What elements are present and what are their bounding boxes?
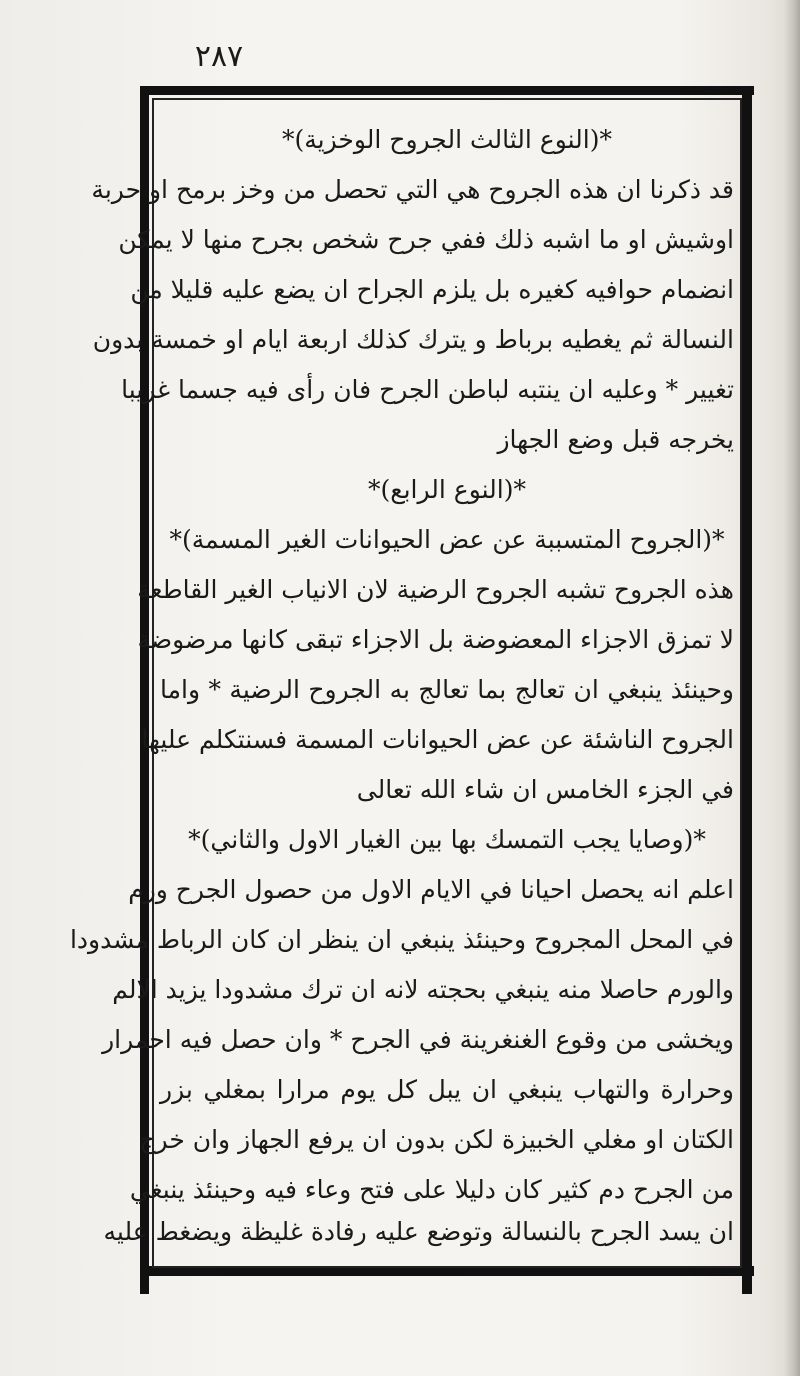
- text-line: الكتان او مغلي الخبيزة لكن بدون ان يرفع الجهاز وان خرج: [139, 1125, 734, 1154]
- text-line: ان يسد الجرح بالنسالة وتوضع عليه رفادة غليظة ويضغط عليه: [103, 1217, 734, 1246]
- text-line: وحرارة والتهاب ينبغي ان يبل كل يوم مرارا بمغلي بزر: [160, 1075, 734, 1104]
- text-line: من الجرح دم كثير كان دليلا على فتح وعاء فيه وحينئذ ينبغي: [129, 1175, 734, 1204]
- text-block: [69, 108, 734, 1258]
- page-number: ٢٨٧: [194, 39, 244, 74]
- text-line: هذه الجروح تشبه الجروح الرضية لان الانياب الغير القاطعة: [137, 575, 734, 604]
- text-line: ويخشى من وقوع الغنغرينة في الجرح * وان حصل فيه احمرار: [102, 1025, 734, 1054]
- text-line: والورم حاصلا منه ينبغي بحجته لانه ان ترك مشدودا يزيد الالم: [112, 975, 734, 1004]
- text-line: النسالة ثم يغطيه برباط و يترك كذلك اربعة ايام او خمسة بدون: [92, 325, 734, 354]
- text-line: الجروح الناشئة عن عض الحيوانات المسمة فسنتكلم عليها: [141, 725, 734, 754]
- frame-border-left: [140, 86, 149, 1294]
- text-line: اعلم انه يحصل احيانا في الايام الاول من حصول الجرح ورم: [128, 875, 734, 904]
- section-heading: *(وصايا يجب التمسك بها بين الغيار الاول والثاني)*: [188, 825, 706, 854]
- text-line: تغيير * وعليه ان ينتبه لباطن الجرح فان رأى فيه جسما غريبا: [121, 375, 734, 404]
- section-heading: *(النوع الثالث الجروح الوخزية)*: [282, 125, 612, 154]
- text-line: في الجزء الخامس ان شاء الله تعالى: [356, 775, 734, 804]
- text-line: يخرجه قبل وضع الجهاز: [497, 425, 734, 454]
- text-line: قد ذكرنا ان هذه الجروح هي التي تحصل من وخز برمح او حربة: [91, 175, 734, 204]
- text-line: اوشيش او ما اشبه ذلك ففي جرح شخص بجرح منها لا يمكن: [118, 225, 734, 254]
- text-line: انضمام حوافيه كغيره بل يلزم الجراح ان يضع عليه قليلا من: [130, 275, 734, 304]
- section-heading: *(الجروح المتسببة عن عض الحيوانات الغير المسمة)*: [169, 525, 725, 554]
- section-heading: *(النوع الرابع)*: [368, 475, 526, 504]
- frame-border-top: [140, 86, 754, 95]
- text-line: وحينئذ ينبغي ان تعالج بما تعالج به الجروح الرضية * واما: [160, 675, 734, 704]
- page-gutter-shadow: [784, 0, 800, 1376]
- frame-border-right: [742, 86, 752, 1294]
- text-line: في المحل المجروح وحينئذ ينبغي ان ينظر ان كان الرباط مشدودا: [69, 925, 734, 954]
- text-line: لا تمزق الاجزاء المعضوضة بل الاجزاء تبقى كانها مرضوضة: [137, 625, 734, 654]
